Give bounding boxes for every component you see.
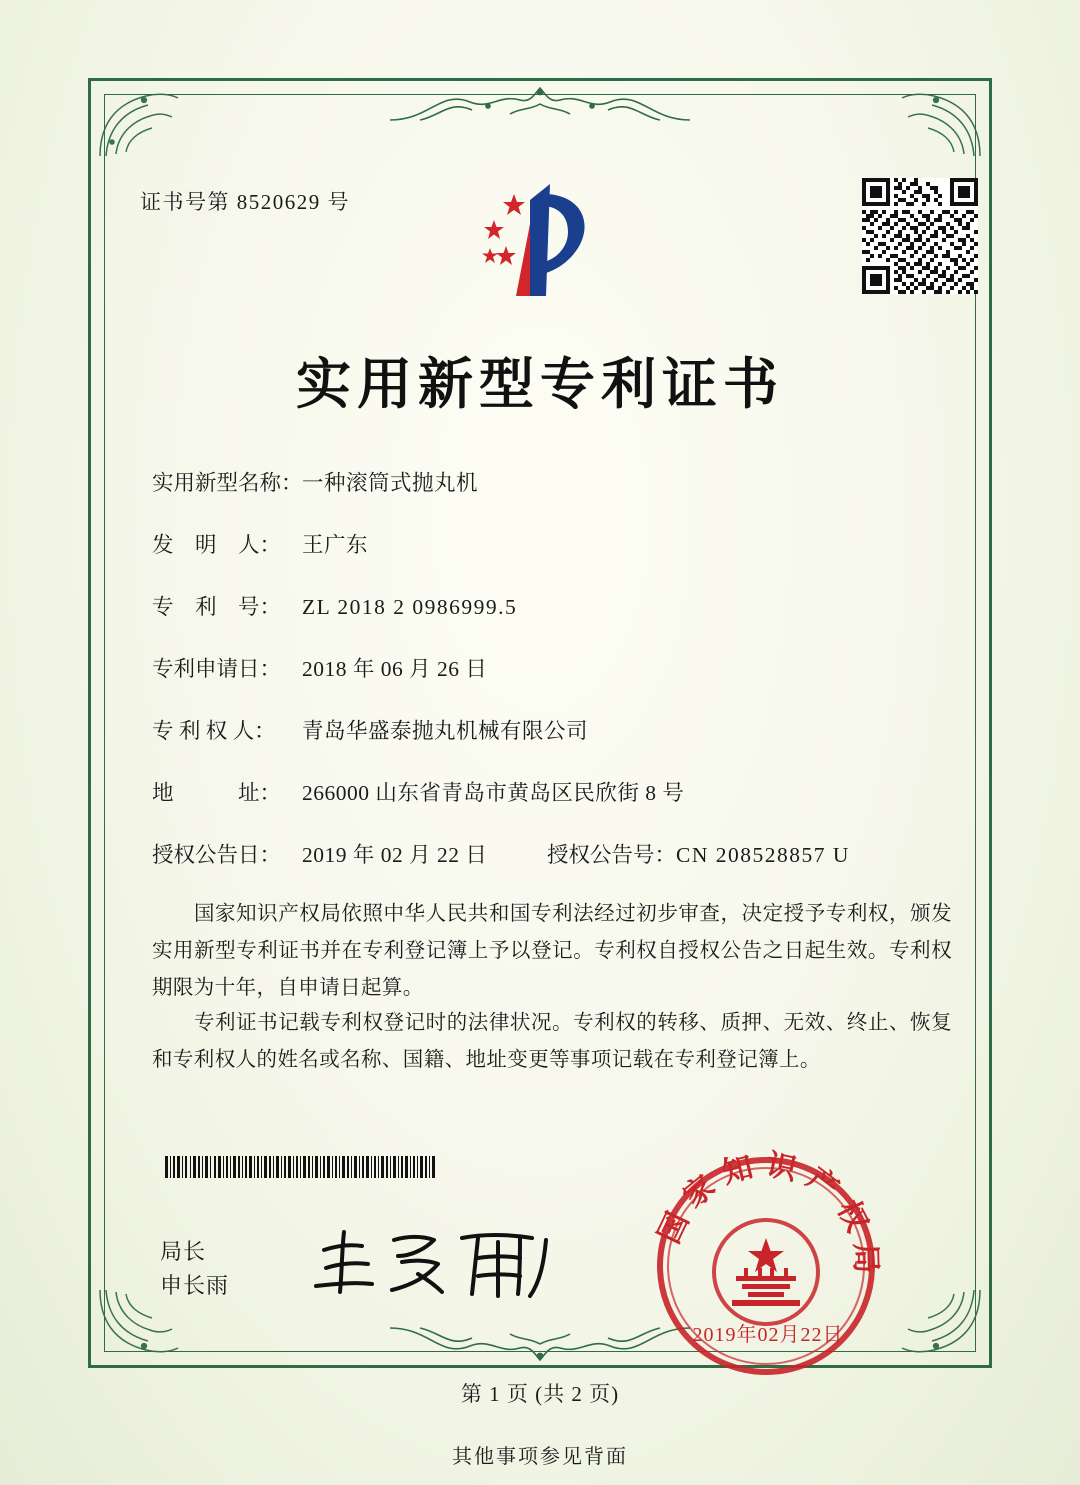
director-title-label: 局长 — [160, 1239, 207, 1264]
field-row-name — [152, 466, 952, 528]
field-value: 266000 山东省青岛市黄岛区民欣街 8 号 — [302, 781, 685, 805]
cnipa-logo-icon — [468, 178, 618, 306]
field-row-grant — [152, 838, 952, 900]
grant-date-label: 授权公告日： — [152, 843, 282, 867]
field-value: 青岛华盛泰抛丸机械有限公司 — [302, 719, 589, 743]
field-label: 专 利 号： — [152, 595, 282, 619]
signature-labels — [160, 1235, 229, 1303]
qr-code-icon — [862, 178, 978, 294]
field-row-patent-number — [152, 590, 952, 652]
field-label: 实用新型名称： — [152, 471, 303, 495]
page-indicator: 第 1 页 (共 2 页) — [460, 1382, 620, 1406]
field-row-inventor — [152, 528, 952, 590]
field-label: 发 明 人： — [152, 533, 282, 557]
grant-number-label: 授权公告号： — [547, 843, 677, 867]
handwritten-signature-icon — [310, 1222, 560, 1302]
corner-ornament-icon — [96, 86, 182, 160]
certificate-number: 证书号第 8520629 号 — [140, 190, 350, 214]
corner-ornament-icon — [898, 86, 984, 160]
certificate-fields — [152, 466, 952, 900]
seal-date: 2019年02月22日 — [692, 1324, 844, 1346]
svg-text:国家知识产权局: 国家知识产权局 — [651, 1148, 884, 1284]
field-label: 专 利 权 人： — [152, 719, 276, 743]
footer-note: 其他事项参见背面 — [452, 1446, 628, 1468]
field-label: 地 址： — [152, 781, 282, 805]
director-name-label: 申长雨 — [160, 1273, 230, 1298]
field-value: 一种滚筒式抛丸机 — [302, 471, 479, 495]
field-value: 2018 年 06 月 26 日 — [302, 657, 488, 681]
page-title: 实用新型专利证书 — [295, 351, 784, 416]
legal-paragraph-2: 专利证书记载专利权登记时的法律状况。专利权的转移、质押、无效、终止、恢复和专利权人的姓名或名称、国籍、地址变更等事项记载在专利登记簿上。 — [152, 1012, 952, 1071]
grant-date-value: 2019 年 02 月 22 日 — [302, 843, 488, 867]
grant-number-value: CN 208528857 U — [676, 843, 850, 867]
official-red-seal-icon — [648, 1148, 884, 1384]
field-value: ZL 2018 2 0986999.5 — [302, 595, 518, 619]
field-row-address — [152, 776, 952, 838]
field-row-application-date — [152, 652, 952, 714]
field-value: 王广东 — [302, 533, 369, 557]
corner-ornament-icon — [898, 1286, 984, 1360]
field-row-patentee — [152, 714, 952, 776]
top-ornament-icon — [380, 80, 700, 134]
barcode-icon — [165, 1156, 437, 1178]
field-label: 专利申请日： — [152, 657, 282, 681]
grant-number-group — [547, 838, 850, 869]
legal-paragraph-1: 国家知识产权局依照中华人民共和国专利法经过初步审查，决定授予专利权，颁发实用新型专利证书并在专利登记簿上予以登记。专利权自授权公告之日起生效。专利权期限为十年，自申请日起算。 — [152, 903, 952, 999]
